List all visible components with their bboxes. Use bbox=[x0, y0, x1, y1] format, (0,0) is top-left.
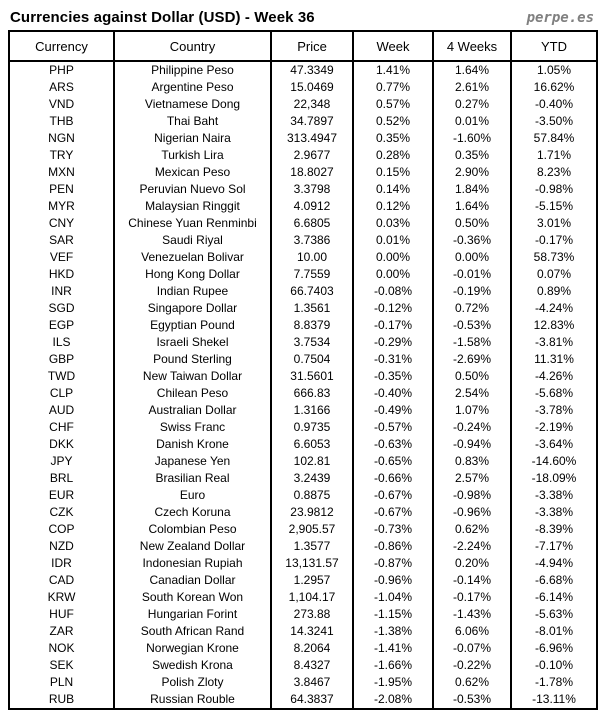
table-row bbox=[9, 572, 597, 589]
week-change: 0.00% bbox=[353, 266, 433, 283]
ytd-change: -5.63% bbox=[511, 606, 597, 623]
ytd-change: 1.05% bbox=[511, 61, 597, 79]
country-name: Singapore Dollar bbox=[114, 300, 271, 317]
four-weeks-change: 0.00% bbox=[433, 249, 511, 266]
column-header-country: Country bbox=[114, 31, 271, 61]
currency-code: TWD bbox=[9, 368, 114, 385]
price-value: 64.3837 bbox=[271, 691, 353, 709]
table-row bbox=[9, 368, 597, 385]
country-name: Pound Sterling bbox=[114, 351, 271, 368]
ytd-change: -3.81% bbox=[511, 334, 597, 351]
table-row bbox=[9, 470, 597, 487]
week-change: -0.29% bbox=[353, 334, 433, 351]
price-value: 0.7504 bbox=[271, 351, 353, 368]
country-name: Israeli Shekel bbox=[114, 334, 271, 351]
price-value: 3.2439 bbox=[271, 470, 353, 487]
ytd-change: -6.96% bbox=[511, 640, 597, 657]
price-value: 6.6053 bbox=[271, 436, 353, 453]
four-weeks-change: 0.62% bbox=[433, 521, 511, 538]
table-row bbox=[9, 130, 597, 147]
week-change: -0.57% bbox=[353, 419, 433, 436]
country-name: Indonesian Rupiah bbox=[114, 555, 271, 572]
ytd-change: -14.60% bbox=[511, 453, 597, 470]
ytd-change: -0.17% bbox=[511, 232, 597, 249]
country-name: Thai Baht bbox=[114, 113, 271, 130]
currency-code: DKK bbox=[9, 436, 114, 453]
currency-code: SAR bbox=[9, 232, 114, 249]
table-row bbox=[9, 589, 597, 606]
four-weeks-change: -1.58% bbox=[433, 334, 511, 351]
price-value: 102.81 bbox=[271, 453, 353, 470]
ytd-change: -3.38% bbox=[511, 487, 597, 504]
table-row bbox=[9, 402, 597, 419]
column-header-ytd: YTD bbox=[511, 31, 597, 61]
price-value: 1.3577 bbox=[271, 538, 353, 555]
week-change: 0.03% bbox=[353, 215, 433, 232]
price-value: 8.2064 bbox=[271, 640, 353, 657]
week-change: -0.08% bbox=[353, 283, 433, 300]
currency-code: CHF bbox=[9, 419, 114, 436]
week-change: -0.12% bbox=[353, 300, 433, 317]
table-row bbox=[9, 300, 597, 317]
four-weeks-change: 2.57% bbox=[433, 470, 511, 487]
ytd-change: 1.71% bbox=[511, 147, 597, 164]
column-header-week: Week bbox=[353, 31, 433, 61]
country-name: Danish Krone bbox=[114, 436, 271, 453]
ytd-change: -3.64% bbox=[511, 436, 597, 453]
ytd-change: -0.40% bbox=[511, 96, 597, 113]
currency-code: CZK bbox=[9, 504, 114, 521]
price-value: 2,905.57 bbox=[271, 521, 353, 538]
table-row bbox=[9, 283, 597, 300]
week-change: -0.63% bbox=[353, 436, 433, 453]
four-weeks-change: -0.36% bbox=[433, 232, 511, 249]
country-name: Egyptian Pound bbox=[114, 317, 271, 334]
week-change: 0.77% bbox=[353, 79, 433, 96]
ytd-change: -8.39% bbox=[511, 521, 597, 538]
price-value: 273.88 bbox=[271, 606, 353, 623]
week-change: -0.31% bbox=[353, 351, 433, 368]
ytd-change: 0.89% bbox=[511, 283, 597, 300]
table-header-row bbox=[9, 31, 597, 61]
ytd-change: 12.83% bbox=[511, 317, 597, 334]
country-name: Norwegian Krone bbox=[114, 640, 271, 657]
table-row bbox=[9, 351, 597, 368]
ytd-change: 8.23% bbox=[511, 164, 597, 181]
price-value: 3.3798 bbox=[271, 181, 353, 198]
week-change: 0.28% bbox=[353, 147, 433, 164]
country-name: Russian Rouble bbox=[114, 691, 271, 709]
currency-code: ZAR bbox=[9, 623, 114, 640]
country-name: Venezuelan Bolivar bbox=[114, 249, 271, 266]
table-row bbox=[9, 334, 597, 351]
four-weeks-change: 0.50% bbox=[433, 368, 511, 385]
price-value: 8.4327 bbox=[271, 657, 353, 674]
four-weeks-change: 0.20% bbox=[433, 555, 511, 572]
ytd-change: 58.73% bbox=[511, 249, 597, 266]
currency-code: GBP bbox=[9, 351, 114, 368]
report-header bbox=[8, 4, 596, 30]
country-name: Chilean Peso bbox=[114, 385, 271, 402]
week-change: -1.15% bbox=[353, 606, 433, 623]
table-row bbox=[9, 623, 597, 640]
ytd-change: -6.14% bbox=[511, 589, 597, 606]
price-value: 0.8875 bbox=[271, 487, 353, 504]
country-name: Swedish Krona bbox=[114, 657, 271, 674]
currency-code: VND bbox=[9, 96, 114, 113]
column-header-currency: Currency bbox=[9, 31, 114, 61]
country-name: Hungarian Forint bbox=[114, 606, 271, 623]
page-title: Currencies against Dollar (USD) - Week 36 bbox=[10, 9, 315, 26]
table-row bbox=[9, 113, 597, 130]
ytd-change: 57.84% bbox=[511, 130, 597, 147]
country-name: Canadian Dollar bbox=[114, 572, 271, 589]
price-value: 15.0469 bbox=[271, 79, 353, 96]
price-value: 3.7386 bbox=[271, 232, 353, 249]
four-weeks-change: -0.94% bbox=[433, 436, 511, 453]
ytd-change: 11.31% bbox=[511, 351, 597, 368]
table-row bbox=[9, 419, 597, 436]
ytd-change: -7.17% bbox=[511, 538, 597, 555]
currency-code: HUF bbox=[9, 606, 114, 623]
ytd-change: 16.62% bbox=[511, 79, 597, 96]
week-change: -0.40% bbox=[353, 385, 433, 402]
ytd-change: -3.38% bbox=[511, 504, 597, 521]
week-change: 0.57% bbox=[353, 96, 433, 113]
country-name: Colombian Peso bbox=[114, 521, 271, 538]
four-weeks-change: -2.24% bbox=[433, 538, 511, 555]
country-name: Indian Rupee bbox=[114, 283, 271, 300]
currency-code: SGD bbox=[9, 300, 114, 317]
price-value: 22,348 bbox=[271, 96, 353, 113]
price-value: 31.5601 bbox=[271, 368, 353, 385]
price-value: 0.9735 bbox=[271, 419, 353, 436]
ytd-change: -18.09% bbox=[511, 470, 597, 487]
four-weeks-change: 0.72% bbox=[433, 300, 511, 317]
week-change: -0.87% bbox=[353, 555, 433, 572]
currency-code: PLN bbox=[9, 674, 114, 691]
four-weeks-change: -0.19% bbox=[433, 283, 511, 300]
week-change: -0.66% bbox=[353, 470, 433, 487]
country-name: Peruvian Nuevo Sol bbox=[114, 181, 271, 198]
country-name: New Zealand Dollar bbox=[114, 538, 271, 555]
ytd-change: -3.78% bbox=[511, 402, 597, 419]
week-change: 0.15% bbox=[353, 164, 433, 181]
week-change: 0.35% bbox=[353, 130, 433, 147]
ytd-change: -0.10% bbox=[511, 657, 597, 674]
table-row bbox=[9, 436, 597, 453]
four-weeks-change: 1.07% bbox=[433, 402, 511, 419]
currency-code: MYR bbox=[9, 198, 114, 215]
price-value: 8.8379 bbox=[271, 317, 353, 334]
currency-code: VEF bbox=[9, 249, 114, 266]
price-value: 3.8467 bbox=[271, 674, 353, 691]
country-name: Polish Zloty bbox=[114, 674, 271, 691]
four-weeks-change: -0.53% bbox=[433, 691, 511, 709]
currency-code: COP bbox=[9, 521, 114, 538]
week-change: -0.86% bbox=[353, 538, 433, 555]
table-row bbox=[9, 538, 597, 555]
table-row bbox=[9, 232, 597, 249]
price-value: 1,104.17 bbox=[271, 589, 353, 606]
week-change: 0.01% bbox=[353, 232, 433, 249]
currency-table-body bbox=[9, 61, 597, 709]
country-name: Malaysian Ringgit bbox=[114, 198, 271, 215]
table-row bbox=[9, 606, 597, 623]
four-weeks-change: -0.53% bbox=[433, 317, 511, 334]
table-row bbox=[9, 96, 597, 113]
four-weeks-change: -0.17% bbox=[433, 589, 511, 606]
four-weeks-change: 2.90% bbox=[433, 164, 511, 181]
ytd-change: -13.11% bbox=[511, 691, 597, 709]
country-name: Chinese Yuan Renminbi bbox=[114, 215, 271, 232]
four-weeks-change: 0.50% bbox=[433, 215, 511, 232]
currency-code: THB bbox=[9, 113, 114, 130]
currency-table bbox=[8, 30, 598, 710]
week-change: 0.00% bbox=[353, 249, 433, 266]
week-change: -1.66% bbox=[353, 657, 433, 674]
price-value: 1.3166 bbox=[271, 402, 353, 419]
column-header-price: Price bbox=[271, 31, 353, 61]
price-value: 18.8027 bbox=[271, 164, 353, 181]
week-change: -0.65% bbox=[353, 453, 433, 470]
table-row bbox=[9, 521, 597, 538]
country-name: Euro bbox=[114, 487, 271, 504]
table-row bbox=[9, 504, 597, 521]
country-name: Czech Koruna bbox=[114, 504, 271, 521]
four-weeks-change: -0.24% bbox=[433, 419, 511, 436]
price-value: 666.83 bbox=[271, 385, 353, 402]
country-name: Swiss Franc bbox=[114, 419, 271, 436]
currency-code: EGP bbox=[9, 317, 114, 334]
table-row bbox=[9, 266, 597, 283]
price-value: 34.7897 bbox=[271, 113, 353, 130]
four-weeks-change: 1.84% bbox=[433, 181, 511, 198]
country-name: Philippine Peso bbox=[114, 61, 271, 79]
price-value: 66.7403 bbox=[271, 283, 353, 300]
price-value: 10.00 bbox=[271, 249, 353, 266]
four-weeks-change: -0.96% bbox=[433, 504, 511, 521]
ytd-change: -2.19% bbox=[511, 419, 597, 436]
table-row bbox=[9, 453, 597, 470]
table-row bbox=[9, 198, 597, 215]
currency-code: NGN bbox=[9, 130, 114, 147]
country-name: Australian Dollar bbox=[114, 402, 271, 419]
price-value: 23.9812 bbox=[271, 504, 353, 521]
week-change: -0.49% bbox=[353, 402, 433, 419]
currency-code: SEK bbox=[9, 657, 114, 674]
table-row bbox=[9, 385, 597, 402]
currency-code: EUR bbox=[9, 487, 114, 504]
table-row bbox=[9, 674, 597, 691]
four-weeks-change: -1.60% bbox=[433, 130, 511, 147]
week-change: 0.12% bbox=[353, 198, 433, 215]
price-value: 1.2957 bbox=[271, 572, 353, 589]
week-change: 0.14% bbox=[353, 181, 433, 198]
country-name: Argentine Peso bbox=[114, 79, 271, 96]
country-name: Hong Kong Dollar bbox=[114, 266, 271, 283]
brand-watermark: perpe.es bbox=[526, 10, 594, 26]
week-change: -0.73% bbox=[353, 521, 433, 538]
price-value: 4.0912 bbox=[271, 198, 353, 215]
country-name: Vietnamese Dong bbox=[114, 96, 271, 113]
ytd-change: -8.01% bbox=[511, 623, 597, 640]
currency-code: RUB bbox=[9, 691, 114, 709]
ytd-change: -6.68% bbox=[511, 572, 597, 589]
price-value: 6.6805 bbox=[271, 215, 353, 232]
four-weeks-change: -0.98% bbox=[433, 487, 511, 504]
country-name: New Taiwan Dollar bbox=[114, 368, 271, 385]
four-weeks-change: 0.62% bbox=[433, 674, 511, 691]
four-weeks-change: 6.06% bbox=[433, 623, 511, 640]
ytd-change: -1.78% bbox=[511, 674, 597, 691]
country-name: South African Rand bbox=[114, 623, 271, 640]
currency-code: NOK bbox=[9, 640, 114, 657]
currency-code: PHP bbox=[9, 61, 114, 79]
price-value: 2.9677 bbox=[271, 147, 353, 164]
ytd-change: 3.01% bbox=[511, 215, 597, 232]
table-row bbox=[9, 61, 597, 79]
table-row bbox=[9, 657, 597, 674]
currency-code: CNY bbox=[9, 215, 114, 232]
week-change: -2.08% bbox=[353, 691, 433, 709]
week-change: -1.38% bbox=[353, 623, 433, 640]
table-row bbox=[9, 181, 597, 198]
ytd-change: -4.94% bbox=[511, 555, 597, 572]
week-change: -1.04% bbox=[353, 589, 433, 606]
country-name: Nigerian Naira bbox=[114, 130, 271, 147]
table-row bbox=[9, 147, 597, 164]
week-change: 0.52% bbox=[353, 113, 433, 130]
week-change: -0.67% bbox=[353, 487, 433, 504]
ytd-change: -5.68% bbox=[511, 385, 597, 402]
four-weeks-change: -1.43% bbox=[433, 606, 511, 623]
country-name: Turkish Lira bbox=[114, 147, 271, 164]
price-value: 47.3349 bbox=[271, 61, 353, 79]
price-value: 313.4947 bbox=[271, 130, 353, 147]
currency-code: AUD bbox=[9, 402, 114, 419]
week-change: -0.96% bbox=[353, 572, 433, 589]
currency-code: BRL bbox=[9, 470, 114, 487]
four-weeks-change: -0.07% bbox=[433, 640, 511, 657]
table-row bbox=[9, 215, 597, 232]
currency-code: MXN bbox=[9, 164, 114, 181]
ytd-change: -3.50% bbox=[511, 113, 597, 130]
table-row bbox=[9, 555, 597, 572]
table-row bbox=[9, 487, 597, 504]
week-change: -1.41% bbox=[353, 640, 433, 657]
four-weeks-change: 0.27% bbox=[433, 96, 511, 113]
four-weeks-change: -0.22% bbox=[433, 657, 511, 674]
price-value: 13,131.57 bbox=[271, 555, 353, 572]
week-change: -1.95% bbox=[353, 674, 433, 691]
table-row bbox=[9, 691, 597, 709]
ytd-change: -5.15% bbox=[511, 198, 597, 215]
country-name: Saudi Riyal bbox=[114, 232, 271, 249]
currency-code: JPY bbox=[9, 453, 114, 470]
week-change: -0.35% bbox=[353, 368, 433, 385]
country-name: Mexican Peso bbox=[114, 164, 271, 181]
table-row bbox=[9, 164, 597, 181]
country-name: South Korean Won bbox=[114, 589, 271, 606]
country-name: Japanese Yen bbox=[114, 453, 271, 470]
currency-code: NZD bbox=[9, 538, 114, 555]
currency-code: HKD bbox=[9, 266, 114, 283]
table-row bbox=[9, 79, 597, 96]
price-value: 1.3561 bbox=[271, 300, 353, 317]
ytd-change: 0.07% bbox=[511, 266, 597, 283]
four-weeks-change: -0.01% bbox=[433, 266, 511, 283]
currency-code: IDR bbox=[9, 555, 114, 572]
table-row bbox=[9, 249, 597, 266]
table-row bbox=[9, 317, 597, 334]
currency-code: ILS bbox=[9, 334, 114, 351]
price-value: 3.7534 bbox=[271, 334, 353, 351]
four-weeks-change: 2.54% bbox=[433, 385, 511, 402]
week-change: -0.67% bbox=[353, 504, 433, 521]
price-value: 7.7559 bbox=[271, 266, 353, 283]
ytd-change: -4.26% bbox=[511, 368, 597, 385]
week-change: -0.17% bbox=[353, 317, 433, 334]
country-name: Brasilian Real bbox=[114, 470, 271, 487]
table-row bbox=[9, 640, 597, 657]
four-weeks-change: 0.83% bbox=[433, 453, 511, 470]
four-weeks-change: 0.35% bbox=[433, 147, 511, 164]
ytd-change: -4.24% bbox=[511, 300, 597, 317]
currency-code: ARS bbox=[9, 79, 114, 96]
column-header-4weeks: 4 Weeks bbox=[433, 31, 511, 61]
currency-code: CAD bbox=[9, 572, 114, 589]
currency-code: INR bbox=[9, 283, 114, 300]
week-change: 1.41% bbox=[353, 61, 433, 79]
currency-code: PEN bbox=[9, 181, 114, 198]
four-weeks-change: 1.64% bbox=[433, 198, 511, 215]
currency-code: KRW bbox=[9, 589, 114, 606]
four-weeks-change: 0.01% bbox=[433, 113, 511, 130]
currency-code: CLP bbox=[9, 385, 114, 402]
four-weeks-change: -2.69% bbox=[433, 351, 511, 368]
ytd-change: -0.98% bbox=[511, 181, 597, 198]
currency-code: TRY bbox=[9, 147, 114, 164]
price-value: 14.3241 bbox=[271, 623, 353, 640]
four-weeks-change: 1.64% bbox=[433, 61, 511, 79]
four-weeks-change: 2.61% bbox=[433, 79, 511, 96]
four-weeks-change: -0.14% bbox=[433, 572, 511, 589]
